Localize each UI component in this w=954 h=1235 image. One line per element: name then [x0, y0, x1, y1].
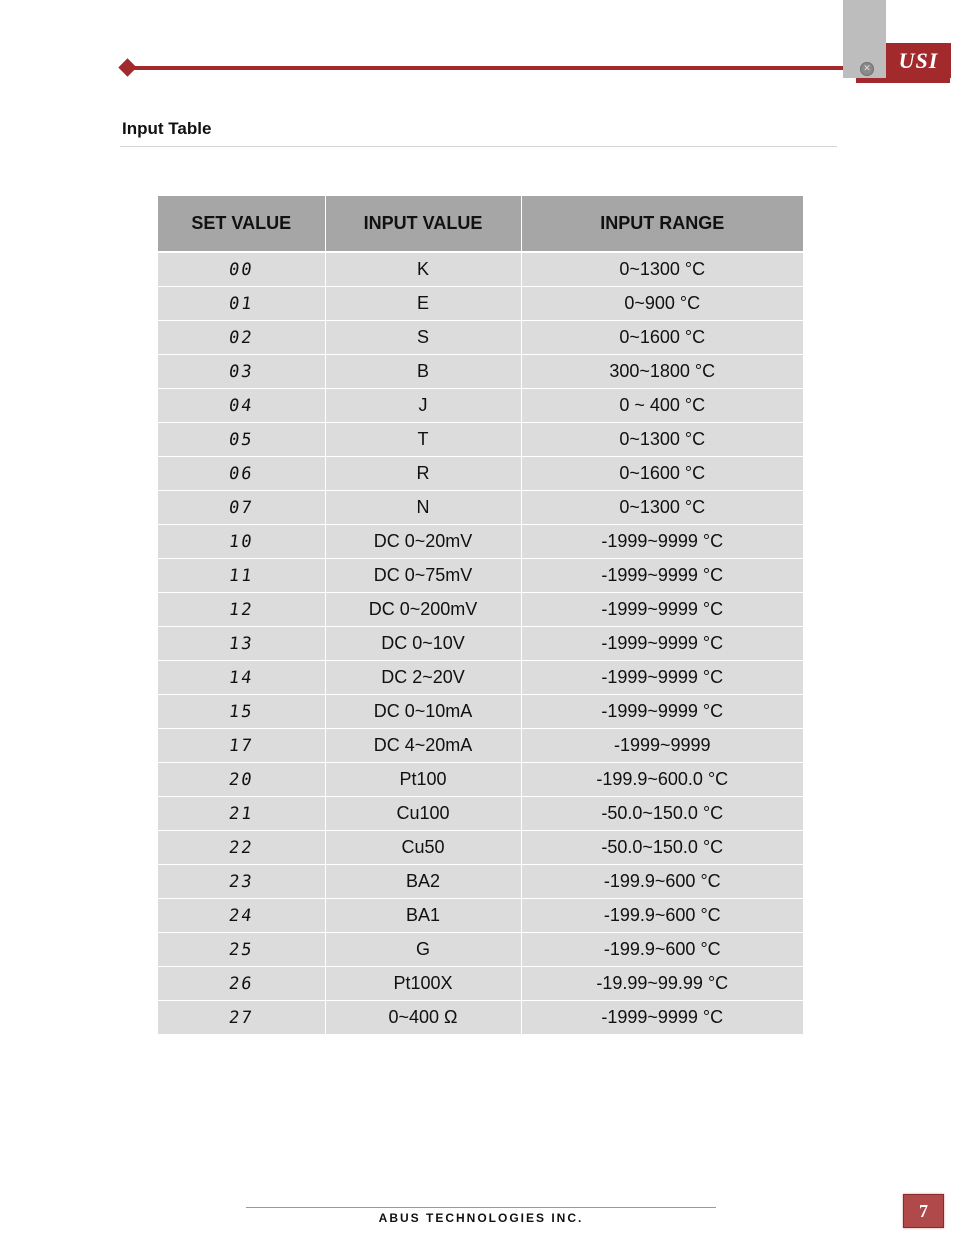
seven-segment-code: 04: [227, 396, 255, 416]
cell-set-value: [158, 457, 325, 491]
seven-segment-code: 00: [227, 260, 255, 280]
footer-company: ABUS TECHNOLOGIES INC.: [378, 1211, 584, 1225]
cell-set-value: [158, 525, 325, 559]
cell-set-value: [158, 287, 325, 321]
cell-input-range: -19.99~99.99 °C: [521, 967, 803, 1001]
cell-input-range: 0~900 °C: [521, 287, 803, 321]
seven-segment-code: 15: [227, 702, 255, 722]
table-row: [158, 899, 803, 933]
table-row: [158, 593, 803, 627]
cell-set-value: [158, 252, 325, 287]
table-row: [158, 967, 803, 1001]
seven-segment-code: 03: [227, 362, 255, 382]
cell-input-range: 0~1300 °C: [521, 491, 803, 525]
table-row: [158, 559, 803, 593]
header-set-value: SET VALUE: [158, 196, 325, 252]
cell-input-range: 0~1300 °C: [521, 423, 803, 457]
table-row: [158, 865, 803, 899]
table-header-row: [158, 196, 803, 252]
cell-input-range: -199.9~600 °C: [521, 899, 803, 933]
page-number-badge: [903, 1194, 944, 1228]
cell-input-range: -1999~9999: [521, 729, 803, 763]
seven-segment-code: 02: [227, 328, 255, 348]
usi-logo: [886, 43, 951, 78]
cell-set-value: [158, 355, 325, 389]
cell-input-range: -199.9~600.0 °C: [521, 763, 803, 797]
table-row: [158, 1001, 803, 1035]
table-row: [158, 321, 803, 355]
seven-segment-code: 27: [227, 1008, 255, 1028]
seven-segment-code: 26: [227, 974, 255, 994]
cell-set-value: [158, 321, 325, 355]
table-row: [158, 389, 803, 423]
cell-input-range: -1999~9999 °C: [521, 695, 803, 729]
table-row: [158, 831, 803, 865]
cell-set-value: [158, 1001, 325, 1035]
cell-input-value: Pt100X: [325, 967, 521, 1001]
cell-input-value: DC 4~20mA: [325, 729, 521, 763]
header-rule: [128, 66, 844, 70]
cell-input-range: -1999~9999 °C: [521, 559, 803, 593]
cell-set-value: [158, 831, 325, 865]
cell-input-value: T: [325, 423, 521, 457]
cell-input-value: DC 0~200mV: [325, 593, 521, 627]
cell-set-value: [158, 627, 325, 661]
cell-set-value: [158, 559, 325, 593]
table-row: [158, 695, 803, 729]
cell-set-value: [158, 865, 325, 899]
seven-segment-code: 05: [227, 430, 255, 450]
seven-segment-code: 17: [227, 736, 255, 756]
cell-set-value: [158, 797, 325, 831]
cell-input-range: -50.0~150.0 °C: [521, 797, 803, 831]
cell-input-value: DC 0~75mV: [325, 559, 521, 593]
table-row: [158, 729, 803, 763]
seven-segment-code: 13: [227, 634, 255, 654]
cell-input-range: -1999~9999 °C: [521, 661, 803, 695]
cell-input-range: -1999~9999 °C: [521, 1001, 803, 1035]
table-row: [158, 491, 803, 525]
table-row: [158, 627, 803, 661]
cell-set-value: [158, 423, 325, 457]
seven-segment-code: 06: [227, 464, 255, 484]
cell-input-range: -1999~9999 °C: [521, 525, 803, 559]
cell-input-value: DC 0~10mA: [325, 695, 521, 729]
seven-segment-code: 25: [227, 940, 255, 960]
cell-input-value: BA1: [325, 899, 521, 933]
seven-segment-code: 20: [227, 770, 255, 790]
table-body: [158, 252, 803, 1034]
seven-segment-code: 01: [227, 294, 255, 314]
table-row: [158, 661, 803, 695]
cell-input-value: DC 0~10V: [325, 627, 521, 661]
cell-input-value: R: [325, 457, 521, 491]
cell-input-range: 0~1600 °C: [521, 457, 803, 491]
cell-set-value: [158, 899, 325, 933]
cell-set-value: [158, 593, 325, 627]
cell-input-range: 300~1800 °C: [521, 355, 803, 389]
cell-input-value: B: [325, 355, 521, 389]
cell-input-range: -199.9~600 °C: [521, 865, 803, 899]
cell-input-value: S: [325, 321, 521, 355]
cell-input-value: Cu50: [325, 831, 521, 865]
cell-input-value: K: [325, 252, 521, 287]
cell-input-value: G: [325, 933, 521, 967]
cell-input-value: DC 0~20mV: [325, 525, 521, 559]
cell-input-range: -1999~9999 °C: [521, 627, 803, 661]
footer-divider: [246, 1207, 716, 1208]
cell-input-value: BA2: [325, 865, 521, 899]
cell-input-range: 0~1300 °C: [521, 252, 803, 287]
cell-input-value: Pt100: [325, 763, 521, 797]
table-row: [158, 252, 803, 287]
cell-input-value: Cu100: [325, 797, 521, 831]
table-row: [158, 763, 803, 797]
cell-set-value: [158, 695, 325, 729]
table-row: [158, 287, 803, 321]
seven-segment-code: 14: [227, 668, 255, 688]
seven-segment-code: 23: [227, 872, 255, 892]
table-row: [158, 933, 803, 967]
header-tab-underline: [856, 78, 950, 83]
section-divider: [120, 146, 837, 147]
section-title: Input Table: [122, 119, 212, 138]
table-row: [158, 355, 803, 389]
input-table: [158, 196, 803, 1034]
cell-set-value: [158, 763, 325, 797]
cell-input-value: E: [325, 287, 521, 321]
cell-input-range: 0~1600 °C: [521, 321, 803, 355]
table-row: [158, 797, 803, 831]
header-input-value: INPUT VALUE: [325, 196, 521, 252]
close-circle-icon: ✕: [860, 62, 874, 76]
table-row: [158, 423, 803, 457]
cell-input-value: 0~400 Ω: [325, 1001, 521, 1035]
header-input-range: INPUT RANGE: [521, 196, 803, 252]
cell-set-value: [158, 933, 325, 967]
cell-set-value: [158, 729, 325, 763]
page-number: 7: [919, 1200, 928, 1221]
cell-set-value: [158, 491, 325, 525]
seven-segment-code: 07: [227, 498, 255, 518]
seven-segment-code: 21: [227, 804, 255, 824]
table-row: [158, 525, 803, 559]
cell-set-value: [158, 389, 325, 423]
cell-input-value: N: [325, 491, 521, 525]
table-row: [158, 457, 803, 491]
cell-input-range: -1999~9999 °C: [521, 593, 803, 627]
cell-input-range: -199.9~600 °C: [521, 933, 803, 967]
logo-text: USI: [898, 47, 939, 73]
seven-segment-code: 12: [227, 600, 255, 620]
seven-segment-code: 22: [227, 838, 255, 858]
cell-input-value: J: [325, 389, 521, 423]
cell-input-value: DC 2~20V: [325, 661, 521, 695]
seven-segment-code: 11: [227, 566, 255, 586]
cell-input-range: 0 ~ 400 °C: [521, 389, 803, 423]
cell-set-value: [158, 661, 325, 695]
cell-set-value: [158, 967, 325, 1001]
seven-segment-code: 24: [227, 906, 255, 926]
seven-segment-code: 10: [227, 532, 255, 552]
cell-input-range: -50.0~150.0 °C: [521, 831, 803, 865]
